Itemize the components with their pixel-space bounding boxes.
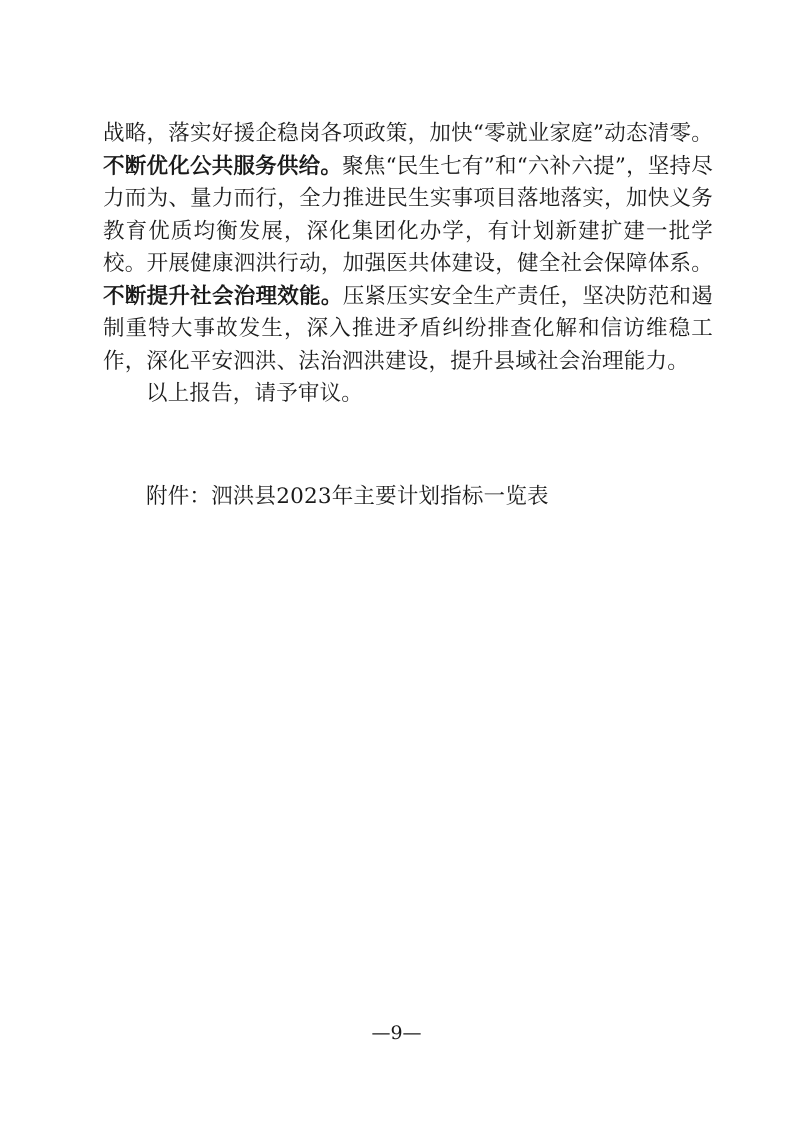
attachment-line: 附件：泗洪县2023年主要计划指标一览表 xyxy=(146,484,549,509)
public-services-text: 聚焦“民生七有”和“六补六提”，坚持尽力而为、量力而行，全力推进民生实事项目落地落实，加快义务教育优质均衡发展，深化集团化办学，有计划新建扩建一批学校。开展健康泗洪行动，加强医共体建设，健全社会保障体系。 xyxy=(103,153,713,276)
report-body xyxy=(103,118,713,411)
policy-paragraph xyxy=(103,118,713,378)
page-number: —9— xyxy=(371,1022,422,1044)
paragraph-lead-text: 战略，落实好援企稳岗各项政策，加快“零就业家庭”动态清零。 xyxy=(103,121,713,146)
social-governance-text: 压紧压实安全生产责任，坚决防范和遏制重特大事故发生，深入推进矛盾纠纷排查化解和信访维稳工作，深化平安泗洪、法治泗洪建设，提升县域社会治理能力。 xyxy=(103,283,714,374)
heading-public-services: 不断优化公共服务供给。 xyxy=(103,153,343,179)
heading-social-governance: 不断提升社会治理效能。 xyxy=(103,283,343,309)
closing-statement: 以上报告，请予审议。 xyxy=(146,381,364,406)
